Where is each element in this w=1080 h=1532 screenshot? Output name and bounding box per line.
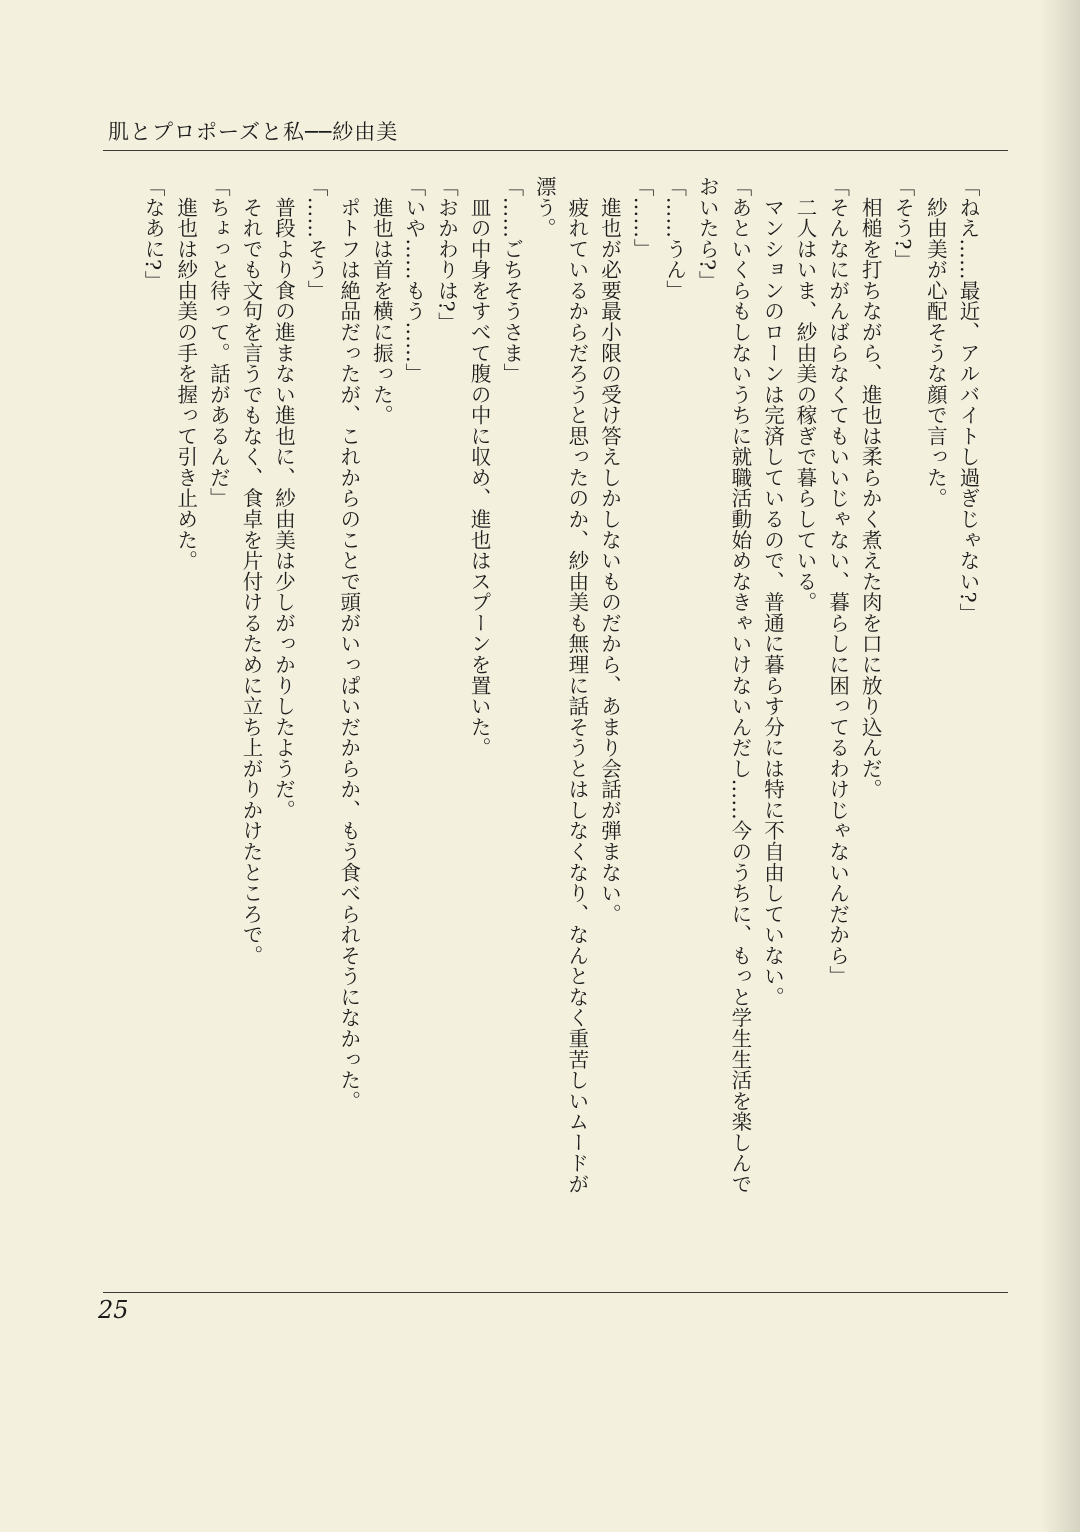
text-line: 進也は首を横に振った。 <box>369 176 394 426</box>
text-line: 相槌を打ちながら、進也は柔らかく煮えた肉を口に放り込んだ。 <box>858 176 883 800</box>
text-line: 進也が必要最小限の受け答えしかしないものだから、あまり会話が弾まない。 <box>597 176 622 925</box>
text-line: 「おかわりは?」 <box>434 176 459 333</box>
text-line: 「……」 <box>630 176 655 260</box>
text-line: 「……そう」 <box>304 176 329 301</box>
text-line: 進也は紗由美の手を握って引き止めた。 <box>173 176 198 571</box>
text-line: 「いや……もう……」 <box>401 176 426 384</box>
text-line: 「そんなにがんばらなくてもいいじゃない、暮らしに困ってるわけじゃないんだから」 <box>825 176 850 987</box>
text-line: 二人はいま、紗由美の稼ぎで暮らしている。 <box>793 176 818 613</box>
text-line: 「……ごちそうさま」 <box>499 176 524 384</box>
header-rule <box>103 150 1008 151</box>
text-line: 紗由美が心配そうな顔で言った。 <box>923 176 948 509</box>
text-line: マンションのローンは完済しているので、普通に暮らす分には特に不自由していない。 <box>760 176 785 1008</box>
text-line: 疲れているからだろうと思ったのか、紗由美も無理に話そうとはしなくなり、なんとなく重苦しいムードが <box>564 176 589 1195</box>
text-line: 「……うん」 <box>662 176 687 301</box>
text-line: 普段より食の進まない進也に、紗由美は少しがっかりしたようだ。 <box>271 176 296 821</box>
vertical-body-text <box>84 176 984 1266</box>
text-line: 「そう?」 <box>890 176 915 271</box>
text-line: 「なあに?」 <box>141 176 166 292</box>
text-line: 「あといくらもしないうちに就職活動始めなきゃいけないんだし……今のうちに、もっと学生生活を楽しんで <box>727 176 752 1195</box>
text-line: 漂う。 <box>532 176 557 239</box>
page-number: 25 <box>98 1296 129 1324</box>
text-line: おいたら?」 <box>695 176 720 292</box>
text-line: 皿の中身をすべて腹の中に収め、進也はスプーンを置いた。 <box>467 176 492 758</box>
text-line: 「ねえ……最近、アルバイトし過ぎじゃない?」 <box>956 176 980 624</box>
text-line: 「ちょっと待って。話があるんだ」 <box>206 176 231 509</box>
footer-rule <box>103 1292 1008 1293</box>
running-head: 肌とプロポーズと私──紗由美 <box>108 120 399 144</box>
text-line: ポトフは絶品だったが、これからのことで頭がいっぱいだからか、もう食べられそうになかった。 <box>336 176 361 1112</box>
text-line: それでも文句を言うでもなく、食卓を片付けるために立ち上がりかけたところで。 <box>238 176 263 966</box>
